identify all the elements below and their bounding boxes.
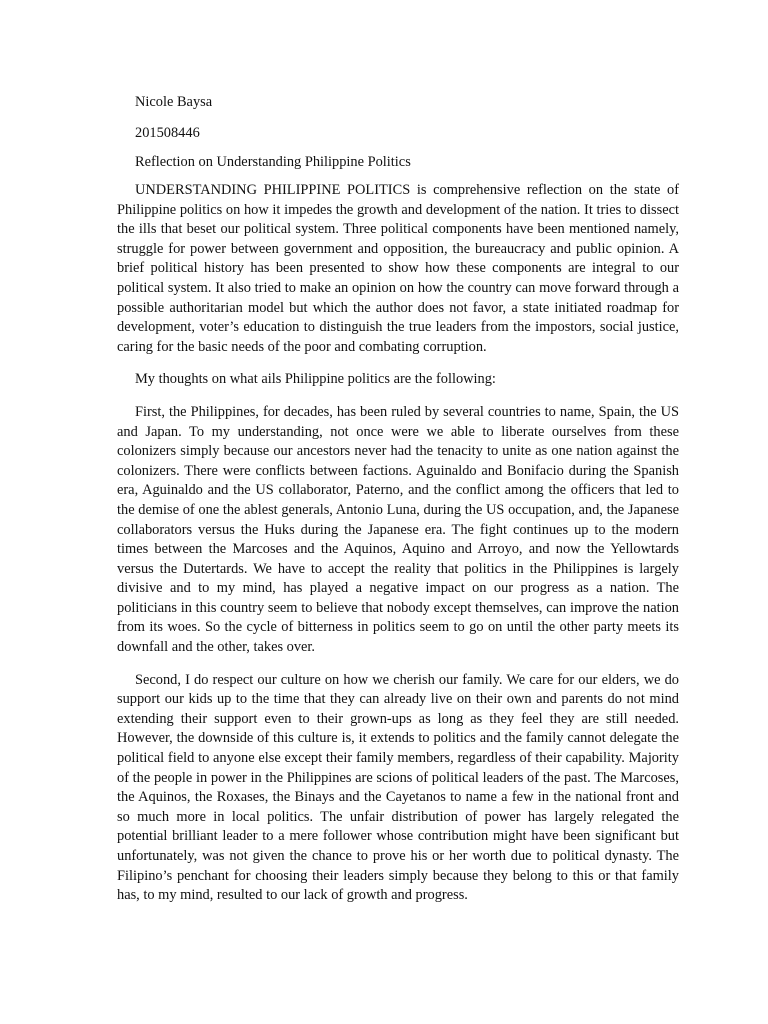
author-name: Nicole Baysa <box>135 94 213 110</box>
paragraph-second: Second, I do respect our culture on how we cherish our family. We care for our elders, we do support our kids up to the time that they can already live on their own and parents do not mind extending their support even to their grown-ups as long as they feel they are still needed. However, the downside of this culture is, it extends to politics and the family cannot delegate the political field to anyone else except their family members, regardless of their capability. Majority of the people in power in the Philippines are scions of political leaders of the past. The Marcoses, the Aquinos, the Roxases, the Binays and the Cayetanos to name a few in the national front and so much more in local politics. The unfair distribution of power has largely relegated the potential brilliant leader to a mere follower whose contribution might have been significant but unfortunately, was not given the chance to prove his or her worth due to political dynasty. The Filipino’s penchant for choosing their leaders simply because they belong to this or that family has, to my mind, resulted to our lack of growth and progress. <box>117 671 679 904</box>
paragraph-thoughts: My thoughts on what ails Philippine politics are the following: <box>135 371 496 388</box>
document-title: Reflection on Understanding Philippine Politics <box>135 154 411 170</box>
paragraph-first: First, the Philippines, for decades, has been ruled by several countries to name, Spain, the US and Japan. To my understanding, not once were we able to liberate ourselves from these colonizers simply because our ancestors never had the tenacity to unite as one nation against the colonizers. There were conflicts between factions. Aguinaldo and Bonifacio during the Spanish era, Aguinaldo and the US collaborator, Paterno, and the conflict among the officers that led to the demise of one the ablest generals, Antonio Luna, during the US occupation, and, the Japanese collaborators versus the Huks during the Japanese era. The fight continues up to the modern times between the Marcoses and the Aquinos, Aquino and Arroyo, and now the Yellowtards versus the Dutertards. We have to accept the reality that politics in the Philippines is largely divisive and to my mind, has played a negative impact on our progress as a nation. The politicians in this country seem to believe that nobody except themselves, can improve the nation from its woes. So the cycle of bitterness in politics seem to go on until the other party meets its downfall and the other, takes over. <box>117 403 679 656</box>
paragraph-intro: UNDERSTANDING PHILIPPINE POLITICS is comprehensive reflection on the state of Philippine politics on how it impedes the growth and development of the nation. It tries to dissect the ills that beset our political system. Three political components have been mentioned namely, struggle for power between government and opposition, the bureaucracy and public opinion. A brief political history has been presented to show how these components are integral to our political system. It also tried to make an opinion on how the country can move forward through a possible authoritarian model but which the author does not favor, a state initiated roadmap for development, voter’s education to distinguish the true leaders from the impostors, social justice, caring for the basic needs of the poor and combating corruption. <box>117 182 679 355</box>
body-text <box>117 181 679 919</box>
student-number: 201508446 <box>135 125 200 141</box>
